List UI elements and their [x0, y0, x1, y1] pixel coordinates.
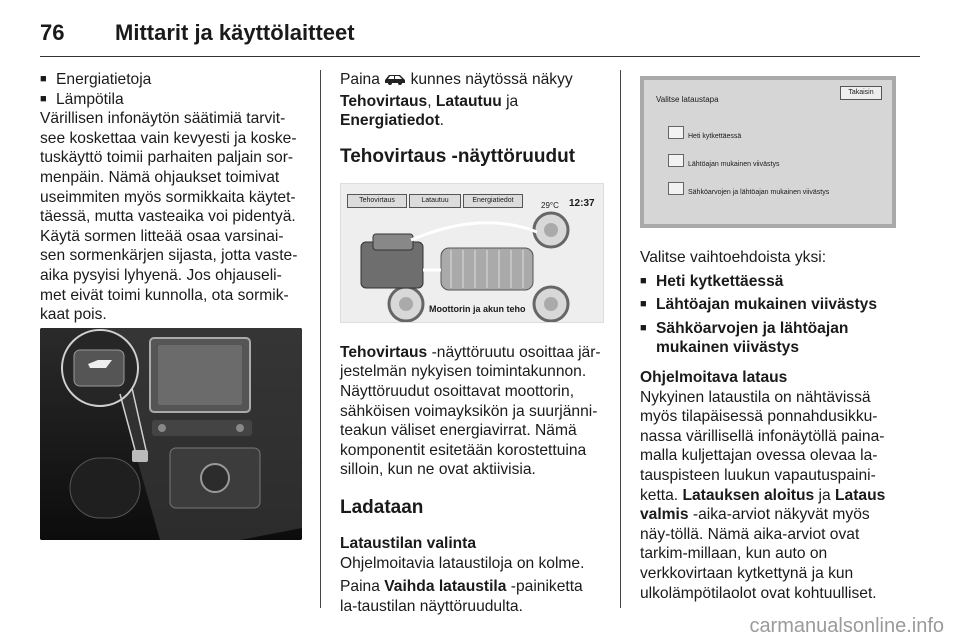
body-paragraph: Värillisen infonäytön säätimiä tarvit-see koskettaa vain kevyesti ja koske-tuskäyttö toimii parhaiten paljain sor-menpäin. Nämä ohjaukset toimivat useimmiten myös sormikkaita käytet-täessä, mutta vasteaika voi pidentyä. Käytä sormen litteää osaa varsinai-sen sormenkärjen sijasta, jotta vaste-aika pysyisi lyhyenä. Jos ohjauseli-met eivät toimi kunnolla, ota sormik-kaat pois. — [40, 110, 298, 324]
sub-heading: Lataustilan valinta — [340, 534, 477, 552]
text-fragment: ja — [818, 486, 831, 504]
screen-caption: Moottorin ja akun teho — [429, 303, 526, 314]
term-energiatiedot: Energiatiedot — [340, 112, 440, 130]
tab-energiatiedot[interactable]: Energiatiedot — [463, 194, 523, 208]
option-checkbox[interactable] — [668, 182, 684, 195]
text-fragment: ja — [506, 92, 519, 110]
option-checkbox[interactable] — [668, 126, 684, 139]
text-fragment: Nykyinen lataustila on nähtävissä myös tilapäisessä ponnahdusikku-nassa värillisellä infonäytöllä paina-malla kuljettajan ovessa olevaa la-tauspisteen luukun vapautuspaini-ketta. — [640, 388, 885, 504]
header-rule — [40, 56, 920, 57]
list-item: ■ Energiatietoja — [40, 70, 302, 90]
column-2 — [340, 70, 602, 616]
option-checkbox[interactable] — [668, 154, 684, 167]
term-tehovirtaus: Tehovirtaus — [340, 343, 428, 361]
sub-heading: Ohjelmoitava lataus — [640, 368, 788, 386]
body-paragraph — [340, 577, 602, 616]
dashboard-photo — [40, 328, 302, 540]
body-paragraph — [340, 343, 602, 480]
option-label: Lähtöajan mukainen viivästys — [688, 161, 780, 168]
body-paragraph: Valitse vaihtoehdoista yksi: — [640, 249, 827, 266]
list-item: ■ Lähtöajan mukainen viivästys — [640, 295, 902, 315]
car-icon — [384, 72, 406, 92]
page-number: 76 — [40, 20, 65, 45]
term-tehovirtaus: Tehovirtaus — [340, 92, 428, 110]
clock: 12:37 — [569, 197, 595, 209]
list-item: ■ Lämpötila — [40, 90, 302, 110]
column-divider-2 — [620, 70, 621, 608]
page-title: Mittarit ja käyttölaitteet — [115, 20, 355, 45]
option-label: Heti kytkettäessä — [688, 133, 742, 140]
list-item: ■ Heti kytkettäessä — [640, 272, 902, 292]
page-header — [40, 14, 920, 58]
text-fragment: -näyttöruutu osoittaa jär-jestelmän nykyisen toimintakunnon. Näyttöruudut osoittavat moottorin, sähköisen voimayksikön ja suurjänni-teakun väliset energiavirrat. Nämä komponentit esitetään korostettuina silloin, kun ne ovat aktiivisia. — [340, 343, 601, 479]
list-item: ■ Sähköarvojen ja lähtöajan mukainen viivästys — [640, 319, 902, 358]
body-paragraph: Ohjelmoitavia lataustiloja on kolme. — [340, 554, 585, 572]
text-fragment: kunnes näytössä näkyy — [410, 71, 573, 88]
text-fragment: . — [439, 112, 444, 130]
body-paragraph: Paina kunnes näytössä näkyy Tehovirtaus, Latautuu ja Energiatiedot. — [340, 71, 573, 130]
temperature: 29°C — [541, 200, 559, 210]
term-latauksen-aloitus: Latauksen aloitus — [682, 486, 815, 504]
watermark: carmanualsonline.info — [749, 615, 944, 637]
text-fragment: -painiketta la-taustilan näyttöruudulta. — [340, 578, 583, 615]
term-vaihda-lataustila: Vaihda lataustila — [384, 578, 507, 596]
text-fragment: -aika-arviot näkyvät myös näy-töllä. Nämä aika-arviot ovat tarkim-millaan, kun auto on verkkovirtaan kytkettynä ja kun ulkolämpötilaolot ovat kohtuulliset. — [640, 506, 877, 602]
option-label: Sähköarvojen ja lähtöajan mukainen viivästys — [688, 189, 830, 196]
charge-mode-screen — [640, 76, 896, 228]
text-fragment: Paina — [340, 578, 380, 596]
column-1 — [40, 70, 302, 325]
column-divider-1 — [320, 70, 321, 608]
text-fragment: Paina — [340, 71, 380, 88]
term-latautuu: Latautuu — [435, 92, 502, 110]
body-paragraph — [640, 388, 902, 604]
back-button[interactable]: Takaisin — [840, 86, 882, 100]
dashboard-illustration — [40, 328, 302, 540]
column-3 — [640, 70, 902, 603]
screen-title: Valitse lataustapa — [656, 95, 719, 104]
power-flow-screen — [340, 183, 604, 323]
tab-latautuu[interactable]: Latautuu — [409, 194, 461, 208]
term-lataus-valmis: Lataus valmis — [640, 486, 886, 524]
section-heading: Ladataan — [340, 496, 424, 518]
tab-tehovirtaus[interactable]: Tehovirtaus — [347, 194, 407, 208]
section-heading: Tehovirtaus -näyttöruudut — [340, 145, 576, 167]
